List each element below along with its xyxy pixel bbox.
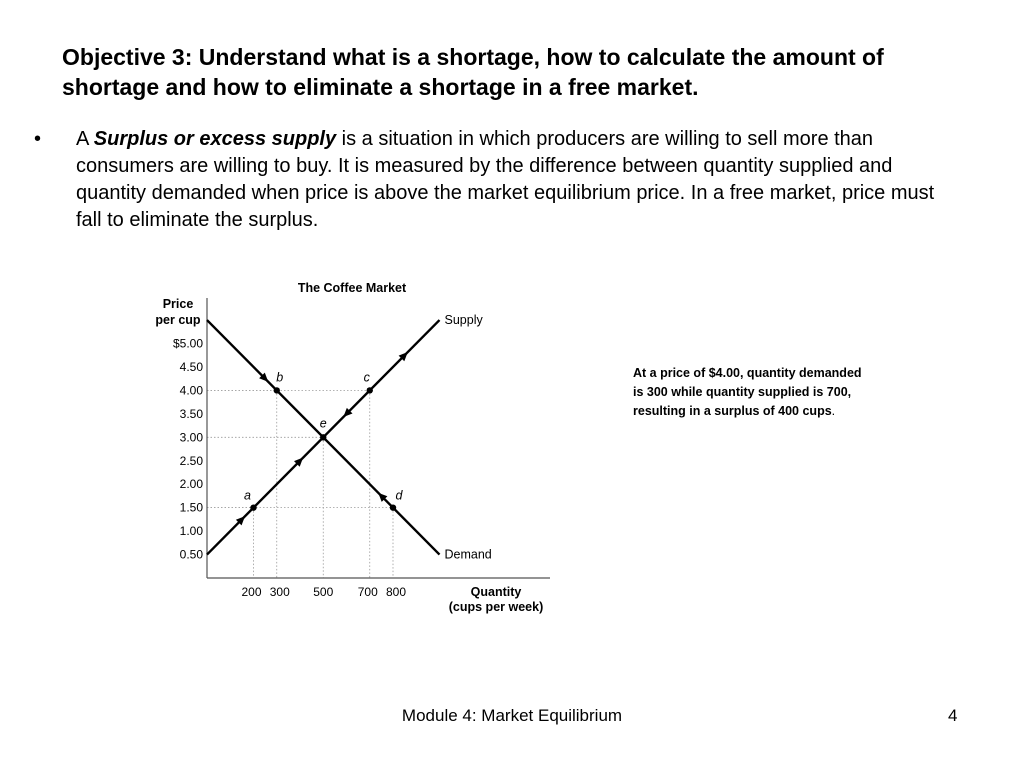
y-tick-label: 3.50 [179,406,203,421]
page-number: 4 [948,706,958,725]
point-label-d: d [395,488,403,503]
bullet-rest: is a situation in which producers are willing to sell more than consumers are willing to buy. It is measured by the difference between quantity supplied and quantity demanded when price is above the market equilibrium price. In a free market, price must fall to eliminate the surplus. [76,128,935,231]
y-tick-label: 1.50 [179,500,203,515]
point-a [250,504,256,510]
y-axis-label-unit: per cup [155,313,201,327]
chart-title: The Coffee Market [297,281,407,295]
bullet-marker: • [34,128,42,150]
bullet-prefix: A [76,128,94,150]
chart-svg [140,270,570,630]
slide-title: Objective 3: Understand what is a shortage, how to calculate the amount of shortage and how to eliminate a shortage in a free market. [62,44,884,100]
x-axis-label: Quantity [470,585,522,599]
supply-curve-label: Supply [444,313,483,328]
point-label-b: b [276,370,284,385]
surplus-note [633,364,863,421]
y-tick-label: 4.50 [179,359,203,374]
x-tick-label: 200 [241,585,262,599]
bullet-text [76,126,956,234]
x-axis-label-unit: (cups per week) [448,600,544,614]
demand-curve-label: Demand [444,547,492,562]
point-b [274,387,280,393]
x-tick-label: 700 [357,585,378,599]
y-tick-label: 4.00 [179,383,203,398]
surplus-note-end: . [831,404,836,418]
point-label-c: c [363,370,370,385]
x-tick-label: 300 [269,585,290,599]
point-c [367,387,373,393]
x-tick-label: 800 [385,585,407,599]
y-tick-label: 2.00 [179,477,203,492]
y-tick-label: 3.00 [179,430,203,445]
y-tick-label: 1.00 [179,524,203,539]
surplus-term: Surplus or excess supply [93,128,337,150]
footer-module: Module 4: Market Equilibrium [401,706,623,725]
y-tick-label: 0.50 [179,547,203,562]
surplus-note-main: At a price of $4.00, quantity demanded is 300 while quantity supplied is 700, resulting in a surplus of 400 cups [633,366,862,418]
y-tick-label: $5.00 [172,336,203,351]
x-tick-label: 500 [313,585,334,599]
y-tick-label: 2.50 [179,453,203,468]
point-label-a: a [244,488,251,503]
point-label-e: e [319,416,327,431]
y-axis-label: Price [162,297,194,311]
point-d [390,504,396,510]
point-e [320,434,326,440]
coffee-market-chart [140,270,570,630]
